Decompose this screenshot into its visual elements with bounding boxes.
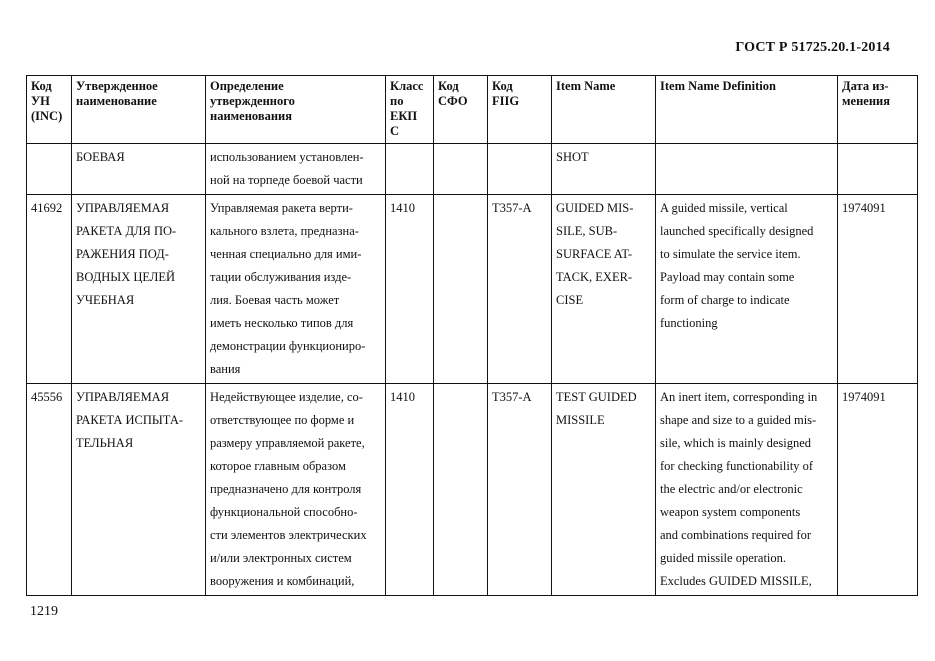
cell-item-name-definition: A guided missile, vertical launched specifically designed to simulate the service item. Payload may contain some form of charge to indicate functioning [656,195,838,384]
cell-item-name-definition [656,144,838,195]
column-header-definition: Определение утвержденного наименования [206,76,386,144]
table-row [27,144,918,195]
cell-fiig: T357-A [488,384,552,596]
cell-class: 1410 [386,384,434,596]
cell-item-name: GUIDED MIS- SILE, SUB- SURFACE AT- TACK, EXER- CISE [552,195,656,384]
cell-sfo [434,144,488,195]
document-code: ГОСТ Р 51725.20.1-2014 [735,40,890,55]
column-header-sfo: Код СФО [434,76,488,144]
cell-approved-name: БОЕВАЯ [72,144,206,195]
column-header-item-name: Item Name [552,76,656,144]
cell-item-name: SHOT [552,144,656,195]
cell-inc: 41692 [27,195,72,384]
column-header-fiig: Код FIIG [488,76,552,144]
column-header-inc: Код УН (INC) [27,76,72,144]
cell-class [386,144,434,195]
table-header-row [27,76,918,144]
cell-fiig: T357-A [488,195,552,384]
page-number: 1219 [30,604,58,619]
cell-approved-name: УПРАВЛЯЕМАЯ РАКЕТА ИСПЫТА- ТЕЛЬНАЯ [72,384,206,596]
cell-inc [27,144,72,195]
cell-class: 1410 [386,195,434,384]
cell-date [838,144,918,195]
table-row [27,195,918,384]
cell-item-name: TEST GUIDED MISSILE [552,384,656,596]
cell-sfo [434,384,488,596]
cell-definition: Управляемая ракета верти- кального взлета, предназна- ченная специально для ими- тации обслуживания изде- лия. Боевая часть может иметь несколько типов для демонстрации функциониро- вания [206,195,386,384]
cell-approved-name: УПРАВЛЯЕМАЯ РАКЕТА ДЛЯ ПО- РАЖЕНИЯ ПОД- ВОДНЫХ ЦЕЛЕЙ УЧЕБНАЯ [72,195,206,384]
column-header-item-name-definition: Item Name Definition [656,76,838,144]
column-header-date: Дата из- менения [838,76,918,144]
cell-date: 1974091 [838,384,918,596]
table-row [27,384,918,596]
cell-sfo [434,195,488,384]
catalog-table [26,75,918,596]
cell-fiig [488,144,552,195]
cell-item-name-definition: An inert item, corresponding in shape and size to a guided mis- sile, which is mainly designed for checking functionability of the electric and/or electronic weapon system components and combinations required for guided missile operation. Excludes GUIDED MISSILE, [656,384,838,596]
cell-definition: использованием установлен- ной на торпеде боевой части [206,144,386,195]
cell-date: 1974091 [838,195,918,384]
cell-definition: Недействующее изделие, со- ответствующее по форме и размеру управляемой ракете, которое главным образом предназначено для контроля функциональной способно- сти элементов электрических и/или электронных систем вооружения и комбинаций, [206,384,386,596]
column-header-class: Класс по ЕКП С [386,76,434,144]
column-header-approved-name: Утвержденное наименование [72,76,206,144]
cell-inc: 45556 [27,384,72,596]
